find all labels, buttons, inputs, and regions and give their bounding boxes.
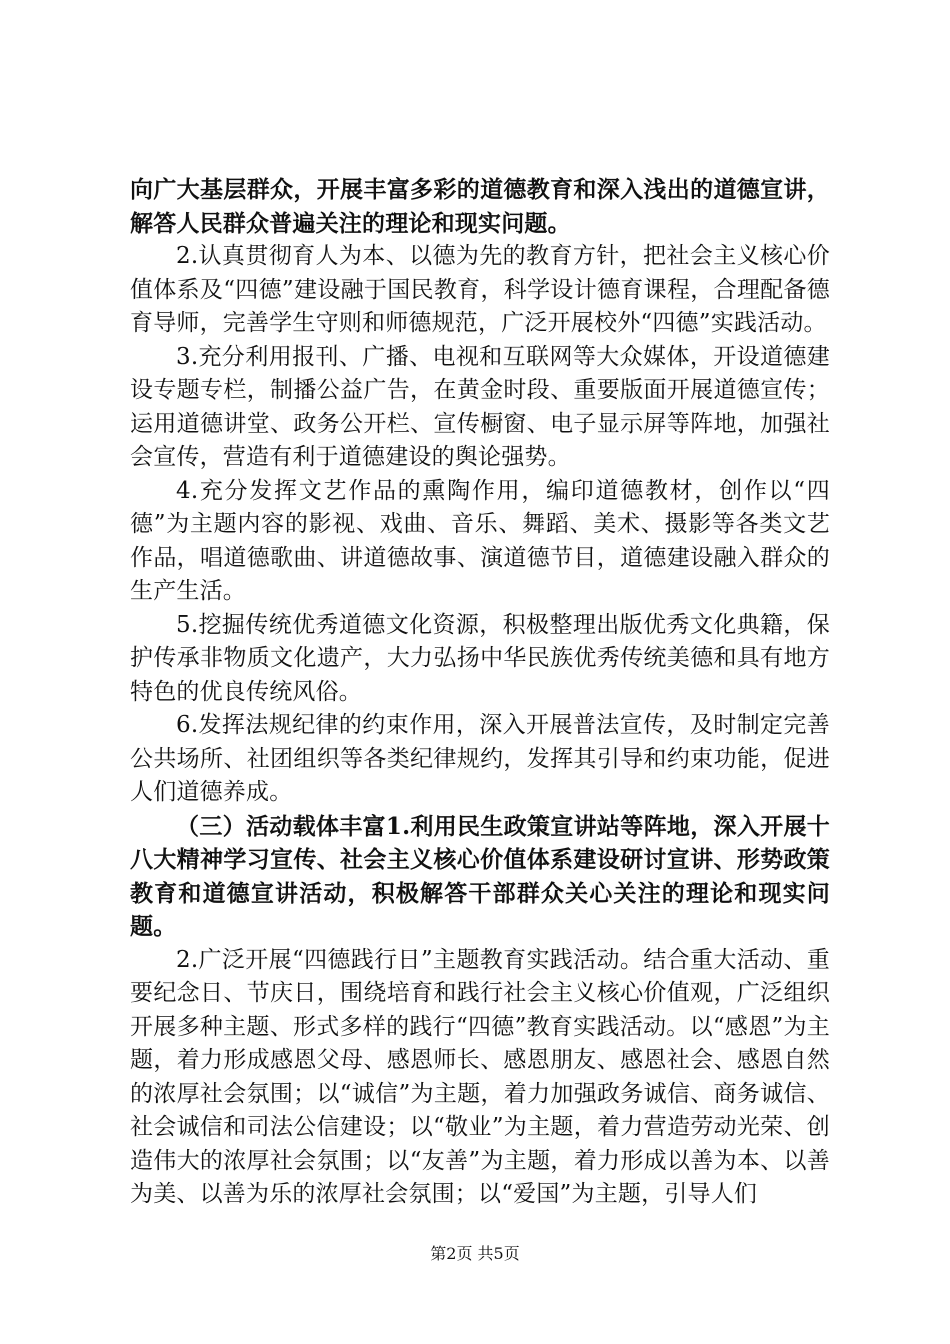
- document-body: [130, 173, 830, 1212]
- paragraph-4: 4.充分发挥文艺作品的熏陶作用，编印道德教材，创作以“四德”为主题内容的影视、戏曲、音乐、舞蹈、美术、摄影等各类文艺作品，唱道德歌曲、讲道德故事、演道德节目，道德建设融入群众的生产生活。: [130, 477, 830, 604]
- paragraph-1: 向广大基层群众，开展丰富多彩的道德教育和深入浅出的道德宣讲，解答人民群众普遍关注的理论和现实问题。: [130, 176, 830, 237]
- page-number-footer: 第2页 共5页: [430, 1244, 520, 1263]
- paragraph-5: 5.挖掘传统优秀道德文化资源，积极整理出版优秀文化典籍，保护传承非物质文化遗产，大力弘扬中华民族优秀传统美德和具有地方特色的优良传统风俗。: [130, 611, 830, 705]
- paragraph-3: 3.充分利用报刊、广播、电视和互联网等大众媒体，开设道德建设专题专栏，制播公益广告，在黄金时段、重要版面开展道德宣传；运用道德讲堂、政务公开栏、宣传橱窗、电子显示屏等阵地，加强社会宣传，营造有利于道德建设的舆论强势。: [130, 343, 830, 470]
- section-heading-paragraph: （三）活动载体丰富1.利用民生政策宣讲站等阵地，深入开展十八大精神学习宣传、社会主义核心价值体系建设研讨宣讲、形势政策教育和道德宣讲活动，积极解答干部群众关心关注的理论和现实问题。: [130, 812, 830, 940]
- paragraph-6: 6.发挥法规纪律的约束作用，深入开展普法宣传，及时制定完善公共场所、社团组织等各类纪律规约，发挥其引导和约束功能，促进人们道德养成。: [130, 712, 830, 805]
- paragraph-8: 2.广泛开展“四德践行日”主题教育实践活动。结合重大活动、重要纪念日、节庆日，围绕培育和践行社会主义核心价值观，广泛组织开展多种主题、形式多样的践行“四德”教育实践活动。以“感恩”为主题，着力形成感恩父母、感恩师长、感恩朋友、感恩社会、感恩自然的浓厚社会氛围；以“诚信”为主题，着力加强政务诚信、商务诚信、社会诚信和司法公信建设；以“敬业”为主题，着力营造劳动光荣、创造伟大的浓厚社会氛围；以“友善”为主题，着力形成以善为本、以善为美、以善为乐的浓厚社会氛围；以“爱国”为主题，引导人们: [130, 946, 830, 1207]
- paragraph-2: 2.认真贯彻育人为本、以德为先的教育方针，把社会主义核心价值体系及“四德”建设融于国民教育，科学设计德育课程，合理配备德育导师，完善学生守则和师德规范，广泛开展校外“四德”实践活动。: [130, 243, 830, 336]
